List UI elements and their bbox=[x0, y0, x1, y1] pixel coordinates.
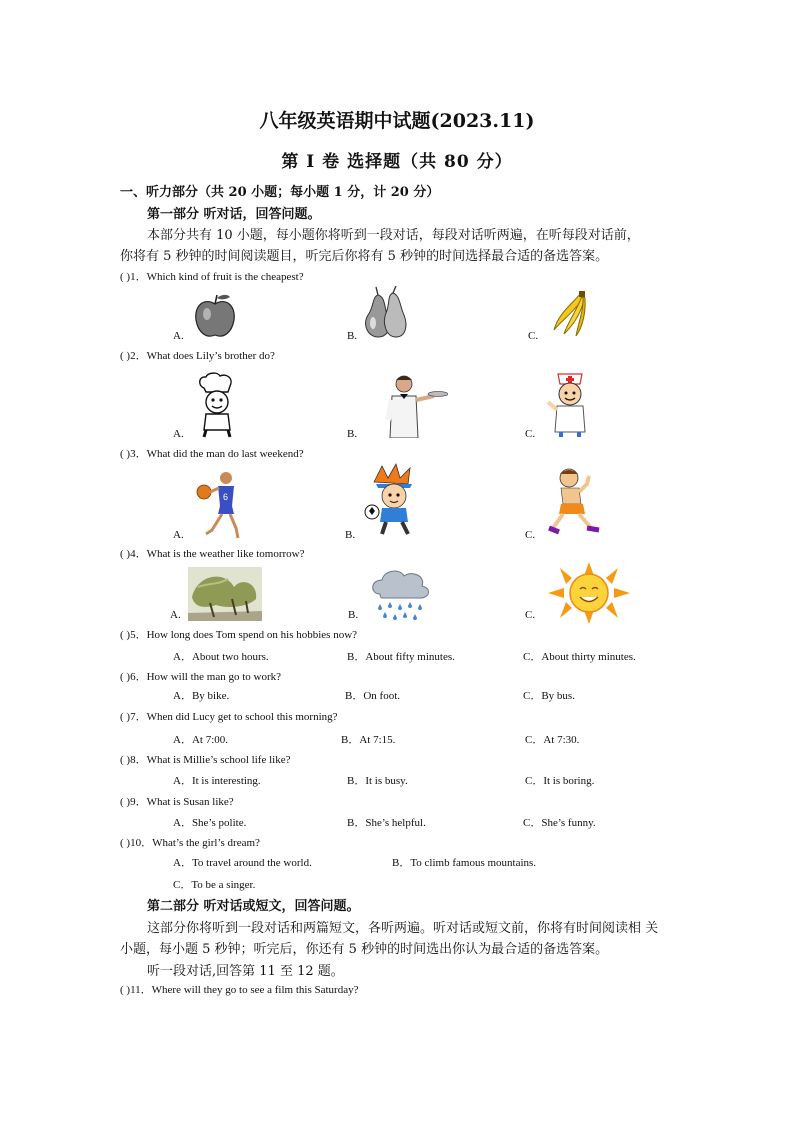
question-11 bbox=[120, 981, 358, 997]
option-a[interactable]: A. bbox=[170, 609, 181, 621]
question-4 bbox=[120, 545, 305, 561]
question-text: Where will they go to see a film this Saturday? bbox=[151, 984, 359, 996]
option-c[interactable]: C. bbox=[525, 609, 536, 621]
answer-blank[interactable]: ( ) bbox=[120, 796, 131, 808]
windy-trees-icon bbox=[188, 567, 262, 621]
apple-icon bbox=[192, 292, 238, 340]
dialog-intro: 听一段对话,回答第 11 至 12 题。 bbox=[147, 964, 344, 979]
answer-blank[interactable]: ( ) bbox=[120, 671, 131, 683]
option-c[interactable]: C．At 7:30. bbox=[525, 734, 580, 746]
option-c[interactable]: C. bbox=[525, 428, 536, 440]
answer-blank[interactable]: ( ) bbox=[120, 984, 131, 996]
question-7 bbox=[120, 708, 338, 724]
question-number: 11． bbox=[130, 984, 152, 996]
question-text: When did Lucy get to school this morning? bbox=[146, 711, 338, 723]
answer-blank[interactable]: ( ) bbox=[120, 448, 131, 460]
part1-instruction: 本部分共有 10 小题，每小题你将听到一段对话，每段对话听两遍，在听每段对话前， bbox=[147, 228, 640, 243]
question-number: 6． bbox=[130, 671, 147, 683]
question-text: How will the man go to work? bbox=[146, 671, 282, 683]
question-number: 9． bbox=[130, 796, 147, 808]
part2-instruction: 这部分你将听到一段对话和两篇短文，各听两遍。听对话或短文前，你将有时间阅读相 关 bbox=[147, 921, 659, 936]
option-b[interactable]: B．To climb famous mountains. bbox=[392, 857, 537, 869]
option-c[interactable]: C. bbox=[525, 529, 536, 541]
question-number: 1． bbox=[130, 271, 147, 283]
option-c[interactable]: C．About thirty minutes. bbox=[523, 651, 636, 663]
soccer-player-icon bbox=[360, 462, 428, 540]
option-a[interactable]: A．It is interesting. bbox=[173, 775, 261, 787]
option-a[interactable]: A. bbox=[173, 330, 184, 342]
question-text: What is Susan like? bbox=[146, 796, 234, 808]
part2-heading: 第二部分 听对话或短文，回答问题。 bbox=[147, 899, 360, 914]
option-c[interactable]: C. bbox=[528, 330, 539, 342]
option-b[interactable]: B. bbox=[347, 330, 358, 342]
question-number: 10． bbox=[130, 837, 153, 849]
question-text: What’s the girl’s dream? bbox=[152, 837, 260, 849]
option-b[interactable]: B．It is busy. bbox=[347, 775, 408, 787]
option-b[interactable]: B. bbox=[345, 529, 356, 541]
question-5 bbox=[120, 626, 357, 642]
answer-blank[interactable]: ( ) bbox=[120, 548, 131, 560]
question-number: 4． bbox=[130, 548, 147, 560]
answer-blank[interactable]: ( ) bbox=[120, 711, 131, 723]
option-b[interactable]: B. bbox=[347, 428, 358, 440]
pear-icon bbox=[360, 285, 410, 341]
question-6 bbox=[120, 668, 281, 684]
part2-instruction: 小题，每小题 5 秒钟；听完后，你还有 5 秒钟的时间选出你认为最合适的备选答案。 bbox=[120, 942, 609, 957]
question-number: 5． bbox=[130, 629, 147, 641]
rain-cloud-icon bbox=[368, 566, 432, 622]
section-heading: 一、听力部分（共 20 小题；每小题 1 分，计 20 分） bbox=[120, 185, 440, 200]
answer-blank[interactable]: ( ) bbox=[120, 271, 131, 283]
answer-blank[interactable]: ( ) bbox=[120, 754, 131, 766]
option-a[interactable]: A．About two hours. bbox=[173, 651, 269, 663]
question-text: How long does Tom spend on his hobbies now? bbox=[146, 629, 358, 641]
option-c[interactable]: C．It is boring. bbox=[525, 775, 595, 787]
answer-blank[interactable]: ( ) bbox=[120, 837, 131, 849]
banana-icon bbox=[550, 290, 590, 338]
question-number: 3． bbox=[130, 448, 147, 460]
runner-icon bbox=[545, 466, 605, 540]
answer-blank[interactable]: ( ) bbox=[120, 629, 131, 641]
question-1 bbox=[120, 268, 304, 284]
option-c[interactable]: C．By bus. bbox=[523, 690, 575, 702]
question-10 bbox=[120, 834, 260, 850]
option-b[interactable]: B．At 7:15. bbox=[341, 734, 396, 746]
question-text: What is Millie’s school life like? bbox=[146, 754, 291, 766]
option-a[interactable]: A．By bike. bbox=[173, 690, 230, 702]
question-text: What is the weather like tomorrow? bbox=[146, 548, 305, 560]
question-text: What does Lily’s brother do? bbox=[146, 350, 275, 362]
answer-blank[interactable]: ( ) bbox=[120, 350, 131, 362]
question-number: 7． bbox=[130, 711, 147, 723]
waiter-icon bbox=[378, 372, 448, 438]
chef-icon bbox=[192, 372, 242, 438]
page-title: 八年级英语期中试题(2023.11) bbox=[259, 110, 535, 132]
option-a[interactable]: A．At 7:00. bbox=[173, 734, 228, 746]
option-a[interactable]: A．To travel around the world. bbox=[173, 857, 312, 869]
question-2 bbox=[120, 347, 275, 363]
option-b[interactable]: B．About fifty minutes. bbox=[347, 651, 455, 663]
question-text: Which kind of fruit is the cheapest? bbox=[146, 271, 304, 283]
part1-instruction: 你将有 5 秒钟的时间阅读题目，听完后你将有 5 秒钟的时间选择最合适的备选答案。 bbox=[120, 249, 609, 264]
option-c[interactable]: C．She’s funny. bbox=[523, 817, 596, 829]
option-b[interactable]: B．She’s helpful. bbox=[347, 817, 426, 829]
part1-heading: 第一部分 听对话，回答问题。 bbox=[147, 207, 321, 222]
svg-text:6: 6 bbox=[223, 492, 229, 502]
basketball-player-icon bbox=[192, 468, 248, 540]
page-subtitle: 第 I 卷 选择题（共 80 分） bbox=[281, 152, 513, 172]
doctor-icon bbox=[545, 366, 595, 438]
option-c[interactable]: C．To be a singer. bbox=[173, 879, 256, 891]
option-a[interactable]: A. bbox=[173, 529, 184, 541]
sun-icon bbox=[548, 562, 630, 624]
option-b[interactable]: B．On foot. bbox=[345, 690, 400, 702]
question-9 bbox=[120, 793, 234, 809]
question-8 bbox=[120, 751, 290, 767]
question-3 bbox=[120, 445, 304, 461]
question-number: 2． bbox=[130, 350, 147, 362]
question-number: 8． bbox=[130, 754, 147, 766]
option-a[interactable]: A．She’s polite. bbox=[173, 817, 247, 829]
question-text: What did the man do last weekend? bbox=[146, 448, 304, 460]
option-b[interactable]: B. bbox=[348, 609, 359, 621]
option-a[interactable]: A. bbox=[173, 428, 184, 440]
